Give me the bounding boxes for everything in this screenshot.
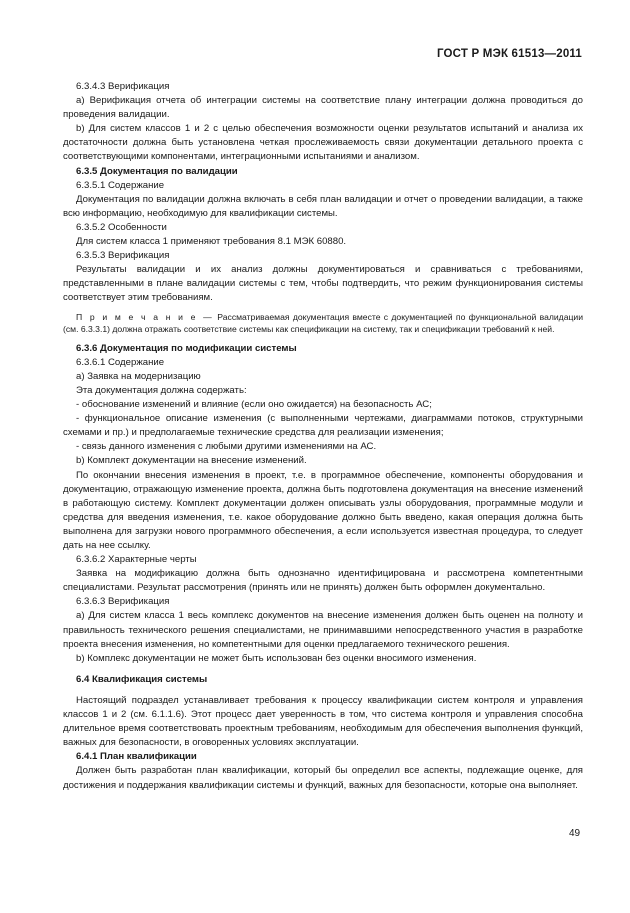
list-item: - связь данного изменения с любыми другими изменениями на АС. [76, 441, 377, 453]
paragraph: b) Комплект документации на внесение изменений. [76, 455, 307, 467]
page-number: 49 [569, 828, 581, 839]
paragraph: a) Заявка на модернизацию [76, 370, 201, 382]
clause-heading: 6.3.6.2 Характерные черты [76, 554, 197, 566]
note-label: П р и м е ч а н и е — [76, 311, 214, 322]
clause-heading: 6.3.5.2 Особенности [76, 221, 167, 233]
paragraph: По окончании внесения изменения в проект, т.е. в программное обеспечение, компоненты оборудования и документацию, отражающую изменение проекта, должна быть подготовлена документация на внесение изменений в работающую систему. Комплект документации должен описывать узлы оборудования, программные модули и средства для введения изменения, т.е. какое оборудование должно быть введено, какая операция должна быть выполнена для загрузки нового программного обеспечения, а если используется известная процедура, то следует дать на нее ссылку. [63, 469, 583, 551]
section-heading: 6.3.6 Документация по модификации системы [76, 342, 297, 354]
paragraph: b) Для систем классов 1 и 2 с целью обеспечения возможности оценки результатов испытаний и анализа их достаточности должна быть установлена четкая прослеживаемость связи документации детального проекта с соответствующими компонентами, интеграционными испытаниями и анализом. [63, 123, 583, 163]
paragraph: Для систем класса 1 применяют требования 8.1 МЭК 60880. [76, 236, 347, 248]
document-body [63, 80, 583, 793]
section-heading: 6.4.1 План квалификации [76, 751, 197, 763]
list-item: - обоснование изменений и влияние (если оно ожидается) на безопасность АС; [76, 399, 432, 411]
paragraph: a) Для систем класса 1 весь комплекс документов на внесение изменения должен быть оценен на полноту и правильность технического решения специалистами, не принимавшими непосредственного участия в разработке проекта внесения изменения, но компетентными для оценки предлагаемого технического решения. [63, 610, 583, 650]
paragraph: Эта документация должна содержать: [76, 384, 247, 396]
paragraph: Результаты валидации и их анализ должны документироваться и сравниваться с требованиями, представленными в плане валидации системы с тем, чтобы подтвердить, что режим функционирования системы соответствует этим требованиям. [63, 264, 583, 304]
section-heading: 6.4 Квалификация системы [76, 673, 208, 685]
clause-heading: 6.3.6.1 Содержание [76, 356, 165, 368]
paragraph: Заявка на модификацию должна быть однозначно идентифицирована и рассмотрена компетентными специалистами. Результат рассмотрения (принять или не принять) должен быть оформлен документально. [63, 568, 583, 594]
document-header: ГОСТ Р МЭК 61513—2011 [436, 48, 582, 60]
paragraph: b) Комплекс документации не может быть использован без оценки вносимого изменения. [76, 652, 477, 664]
clause-heading: 6.3.5.1 Содержание [76, 179, 165, 191]
clause-heading: 6.3.5.3 Верификация [76, 250, 170, 262]
section-heading: 6.3.5 Документация по валидации [76, 165, 238, 177]
list-item: - функциональное описание изменения (с выполненными чертежами, диаграммами потоков, структурными схемами и пр.) и предполагаемые технические средства для реализации изменения; [63, 413, 583, 439]
note [63, 311, 583, 336]
paragraph: Должен быть разработан план квалификации, который бы определил все аспекты, подлежащие оценке, для достижения и поддержания квалификации системы и функций, важных для безопасности, которые она выполняет. [63, 765, 583, 791]
note-text: Рассматриваемая документация вместе с документацией по функциональной валидации (см. 6.3.3.1) должна отражать соответствие системы как спецификации на систему, так и спецификации требований к ней. [63, 311, 583, 335]
clause-heading: 6.3.6.3 Верификация [76, 596, 170, 608]
paragraph: a) Верификация отчета об интеграции системы на соответствие плану интеграции должна проводиться до проведения валидации. [63, 95, 583, 121]
paragraph: Документация по валидации должна включать в себя план валидации и отчет о проведении валидации, а также всю информацию, необходимую для квалификации системы. [63, 193, 583, 219]
clause-heading: 6.3.4.3 Верификация [76, 81, 170, 92]
paragraph: Настоящий подраздел устанавливает требования к процессу квалификации систем контроля и управления классов 1 и 2 (см. 6.1.1.6). Этот процесс дает уверенность в том, что система контроля и управления способна длительное время соответствовать проектным требованиям, необходимым для обеспечения выполнения функций, важных для безопасности, в оговоренных условиях эксплуатации. [63, 694, 583, 749]
